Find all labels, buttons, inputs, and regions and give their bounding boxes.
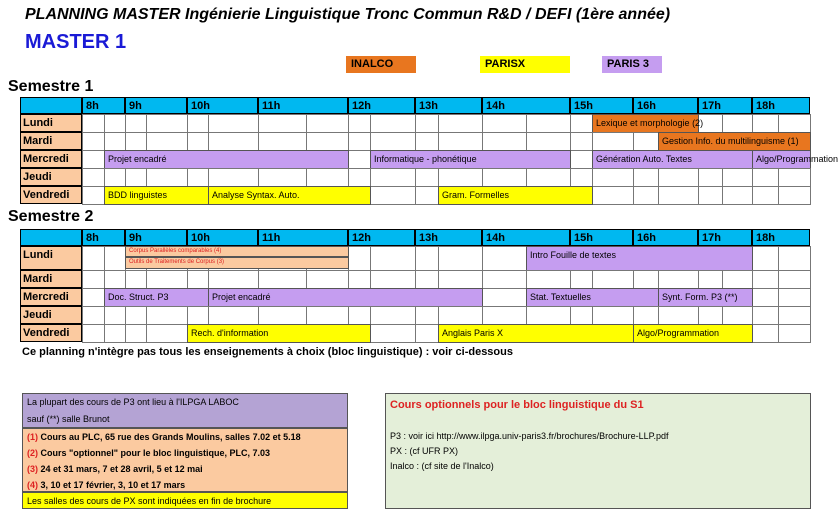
grid-cell <box>570 168 593 187</box>
semester-1-label: Semestre 1 <box>8 78 94 95</box>
course-block: Intro Fouille de textes <box>526 246 753 271</box>
grid-cell <box>482 132 527 151</box>
grid-cell <box>570 150 593 169</box>
grid-cell <box>438 306 483 325</box>
hour-header: 13h <box>415 229 482 246</box>
grid-cell <box>698 168 723 187</box>
grid-cell <box>526 168 571 187</box>
grid-cell <box>438 114 483 133</box>
hour-header: 15h <box>570 229 633 246</box>
grid-cell <box>82 324 105 343</box>
grid-cell <box>698 186 723 205</box>
day-label: Jeudi <box>20 168 82 186</box>
grid-cell <box>570 270 593 289</box>
grid-cell <box>438 132 483 151</box>
grid-cell <box>592 132 634 151</box>
grid-cell <box>778 324 811 343</box>
grid-cell <box>82 114 105 133</box>
hour-header: 9h <box>125 97 187 114</box>
hour-header: 17h <box>698 97 752 114</box>
grid-cell <box>415 168 439 187</box>
grid-cell <box>570 306 593 325</box>
grid-cell <box>348 306 371 325</box>
course-block: Doc. Struct. P3 <box>104 288 209 307</box>
grid-cell <box>752 114 779 133</box>
grid-cell <box>658 186 699 205</box>
grid-cell <box>104 246 126 271</box>
grid-cell <box>348 168 371 187</box>
grid-cell <box>370 306 416 325</box>
hour-header: 12h <box>348 229 415 246</box>
grid-cell <box>482 270 527 289</box>
grid-cell <box>658 168 699 187</box>
day-label: Lundi <box>20 246 82 270</box>
grid-cell <box>125 114 147 133</box>
grid-cell <box>306 306 349 325</box>
info-line-2: sauf (**) salle Brunot <box>27 414 110 424</box>
grid-cell <box>592 306 634 325</box>
grid-cell <box>208 270 259 289</box>
grid-cell <box>698 270 723 289</box>
grid-cell <box>633 306 659 325</box>
grid-cell <box>370 246 416 271</box>
grid-cell <box>482 306 527 325</box>
grid-cell <box>752 324 779 343</box>
grid-cell <box>438 270 483 289</box>
hour-header: 8h <box>82 97 125 114</box>
grid-cell <box>526 270 571 289</box>
grid-cell <box>82 288 105 307</box>
course-block: BDD linguistes <box>104 186 209 205</box>
grid-cell <box>82 186 105 205</box>
grid-cell <box>208 114 259 133</box>
grid-cell <box>415 324 439 343</box>
grid-cell <box>146 324 188 343</box>
day-label: Vendredi <box>20 324 82 342</box>
info-ref-1: (1) <box>27 432 38 442</box>
course-block: Gestion Info. du multilinguisme (1) <box>658 132 811 151</box>
day-label: Jeudi <box>20 306 82 324</box>
grid-cell <box>658 270 699 289</box>
grid-cell <box>778 168 811 187</box>
grid-cell <box>104 270 126 289</box>
grid-cell <box>370 168 416 187</box>
grid-cell <box>722 186 753 205</box>
day-label: Mercredi <box>20 150 82 168</box>
course-block: Stat. Textuelles <box>526 288 659 307</box>
grid-cell <box>752 306 779 325</box>
grid-cell <box>104 132 126 151</box>
grid-cell <box>633 132 659 151</box>
grid-cell <box>438 246 483 271</box>
grid-cell <box>526 306 571 325</box>
grid-cell <box>104 324 126 343</box>
day-label: Lundi <box>20 114 82 132</box>
options-box <box>385 393 811 509</box>
grid-cell <box>258 306 307 325</box>
info-ref-3: (3) <box>27 464 38 474</box>
course-block: Informatique - phonétique <box>370 150 571 169</box>
options-title: Cours optionnels pour le bloc linguistique du S1 <box>390 399 644 411</box>
grid-cell <box>146 132 188 151</box>
grid-cell <box>633 186 659 205</box>
grid-cell <box>438 168 483 187</box>
grid-cell <box>570 114 593 133</box>
grid-cell <box>370 114 416 133</box>
grid-cell <box>778 270 811 289</box>
grid-cell <box>778 186 811 205</box>
grid-cell <box>482 114 527 133</box>
grid-cell <box>370 186 416 205</box>
hour-header: 14h <box>482 229 570 246</box>
grid-cell <box>146 306 188 325</box>
info-line-4: Cours "optionnel" pour le bloc linguistique, PLC, 7.03 <box>38 448 271 458</box>
grid-cell <box>370 132 416 151</box>
options-p3: P3 : voir ici http://www.ilpga.univ-paris3.fr/brochures/Brochure-LLP.pdf <box>390 431 669 441</box>
grid-cell <box>752 270 779 289</box>
grid-cell <box>698 306 723 325</box>
grid-cell <box>658 306 699 325</box>
grid-cell <box>187 270 209 289</box>
grid-cell <box>415 270 439 289</box>
hour-header: 10h <box>187 229 258 246</box>
grid-cell <box>187 132 209 151</box>
grid-cell <box>415 186 439 205</box>
info-ref-2: (2) <box>27 448 38 458</box>
grid-cell <box>592 186 634 205</box>
course-block: Génération Auto. Textes <box>592 150 753 169</box>
grid-cell <box>592 168 634 187</box>
grid-cell <box>146 270 188 289</box>
grid-cell <box>82 246 105 271</box>
grid-cell <box>306 168 349 187</box>
grid-cell <box>370 270 416 289</box>
grid-cell <box>570 132 593 151</box>
legend-parisx: PARISX <box>480 56 570 73</box>
grid-cell <box>752 186 779 205</box>
course-block: Corpus Parallèles comparables (4) <box>125 246 349 257</box>
grid-cell <box>258 168 307 187</box>
hour-header: 13h <box>415 97 482 114</box>
page-subtitle: MASTER 1 <box>25 31 127 53</box>
grid-cell <box>526 132 571 151</box>
grid-cell <box>633 168 659 187</box>
grid-cell <box>348 150 371 169</box>
grid-cell <box>82 168 105 187</box>
grid-cell <box>633 270 659 289</box>
grid-cell <box>722 114 753 133</box>
grid-cell <box>722 306 753 325</box>
hour-header: 14h <box>482 97 570 114</box>
hour-header: 16h <box>633 229 698 246</box>
grid-cell <box>778 114 811 133</box>
grid-cell <box>258 114 307 133</box>
grid-cell <box>146 168 188 187</box>
grid-cell <box>306 132 349 151</box>
options-px: PX : (cf UFR PX) <box>390 446 459 456</box>
grid-cell <box>752 246 779 271</box>
course-block: Algo/Programmation <box>752 150 811 169</box>
grid-cell <box>348 132 371 151</box>
grid-cell <box>482 246 527 271</box>
course-block: Gram. Formelles <box>438 186 593 205</box>
grid-cell <box>104 168 126 187</box>
grid-cell <box>778 246 811 271</box>
course-block: Rech. d'information <box>187 324 371 343</box>
grid-cell <box>415 132 439 151</box>
info-line-7: Les salles des cours de PX sont indiquées en fin de brochure <box>22 492 348 509</box>
hour-header: 9h <box>125 229 187 246</box>
course-block: Outils de Traitements de Corpus (3) <box>125 257 349 269</box>
grid-cell <box>258 132 307 151</box>
grid-cell <box>415 246 439 271</box>
info-line-6: 3, 10 et 17 février, 3, 10 et 17 mars <box>38 480 186 490</box>
grid-cell <box>125 306 147 325</box>
hour-header: 8h <box>82 229 125 246</box>
grid-cell <box>187 114 209 133</box>
hour-header: 12h <box>348 97 415 114</box>
grid-cell <box>82 270 105 289</box>
hour-header: 11h <box>258 97 348 114</box>
grid-cell <box>778 306 811 325</box>
grid-cell <box>82 132 105 151</box>
course-block: Anglais Paris X <box>438 324 634 343</box>
grid-cell <box>125 168 147 187</box>
grid-cell <box>778 288 811 307</box>
grid-cell <box>752 288 779 307</box>
grid-cell <box>208 306 259 325</box>
grid-cell <box>526 114 571 133</box>
course-block: Lexique et morphologie (2) <box>592 114 699 133</box>
grid-cell <box>146 114 188 133</box>
planning-note: Ce planning n'intègre pas tous les enseignements à choix (bloc linguistique) : voir ci-dessous <box>22 346 513 358</box>
hour-header: 16h <box>633 97 698 114</box>
grid-cell <box>482 168 527 187</box>
course-block: Projet encadré <box>208 288 483 307</box>
hour-header: 18h <box>752 229 810 246</box>
grid-cell <box>306 270 349 289</box>
course-block: Synt. Form. P3 (**) <box>658 288 753 307</box>
grid-cell <box>415 306 439 325</box>
grid-cell <box>125 270 147 289</box>
info-box-header <box>22 393 348 428</box>
grid-cell <box>752 168 779 187</box>
day-label: Mercredi <box>20 288 82 306</box>
hour-header-corner <box>20 97 82 114</box>
grid-cell <box>370 324 416 343</box>
grid-cell <box>187 168 209 187</box>
grid-cell <box>208 132 259 151</box>
day-label: Mardi <box>20 270 82 288</box>
hour-header: 11h <box>258 229 348 246</box>
grid-cell <box>104 306 126 325</box>
grid-cell <box>306 114 349 133</box>
grid-cell <box>82 306 105 325</box>
info-ref-4: (4) <box>27 480 38 490</box>
course-block: Analyse Syntax. Auto. <box>208 186 371 205</box>
legend-inalco: INALCO <box>346 56 416 73</box>
grid-cell <box>348 114 371 133</box>
semester-2-label: Semestre 2 <box>8 208 94 225</box>
grid-cell <box>125 132 147 151</box>
grid-cell <box>187 306 209 325</box>
legend-paris3: PARIS 3 <box>602 56 662 73</box>
grid-cell <box>348 246 371 271</box>
grid-cell <box>722 168 753 187</box>
grid-cell <box>482 288 527 307</box>
page-title: PLANNING MASTER Ingénierie Linguistique Tronc Commun R&D / DEFI (1ère année) <box>25 6 671 23</box>
hour-header: 10h <box>187 97 258 114</box>
grid-cell <box>82 150 105 169</box>
grid-cell <box>125 324 147 343</box>
info-line-3: Cours au PLC, 65 rue des Grands Moulins, salles 7.02 et 5.18 <box>38 432 301 442</box>
hour-header: 18h <box>752 97 810 114</box>
grid-cell <box>258 270 307 289</box>
grid-cell <box>208 168 259 187</box>
grid-cell <box>415 114 439 133</box>
hour-header: 15h <box>570 97 633 114</box>
grid-cell <box>104 114 126 133</box>
day-label: Mardi <box>20 132 82 150</box>
grid-cell <box>722 270 753 289</box>
info-line-1: La plupart des cours de P3 ont lieu à l'ILPGA LABOC <box>27 397 239 407</box>
day-label: Vendredi <box>20 186 82 204</box>
hour-header-corner <box>20 229 82 246</box>
grid-cell <box>592 270 634 289</box>
info-line-5: 24 et 31 mars, 7 et 28 avril, 5 et 12 mai <box>38 464 203 474</box>
course-block: Projet encadré <box>104 150 349 169</box>
options-inalco: Inalco : (cf site de l'Inalco) <box>390 461 494 471</box>
hour-header: 17h <box>698 229 752 246</box>
grid-cell <box>348 270 371 289</box>
info-box-body <box>22 428 348 492</box>
course-block: Algo/Programmation <box>633 324 753 343</box>
